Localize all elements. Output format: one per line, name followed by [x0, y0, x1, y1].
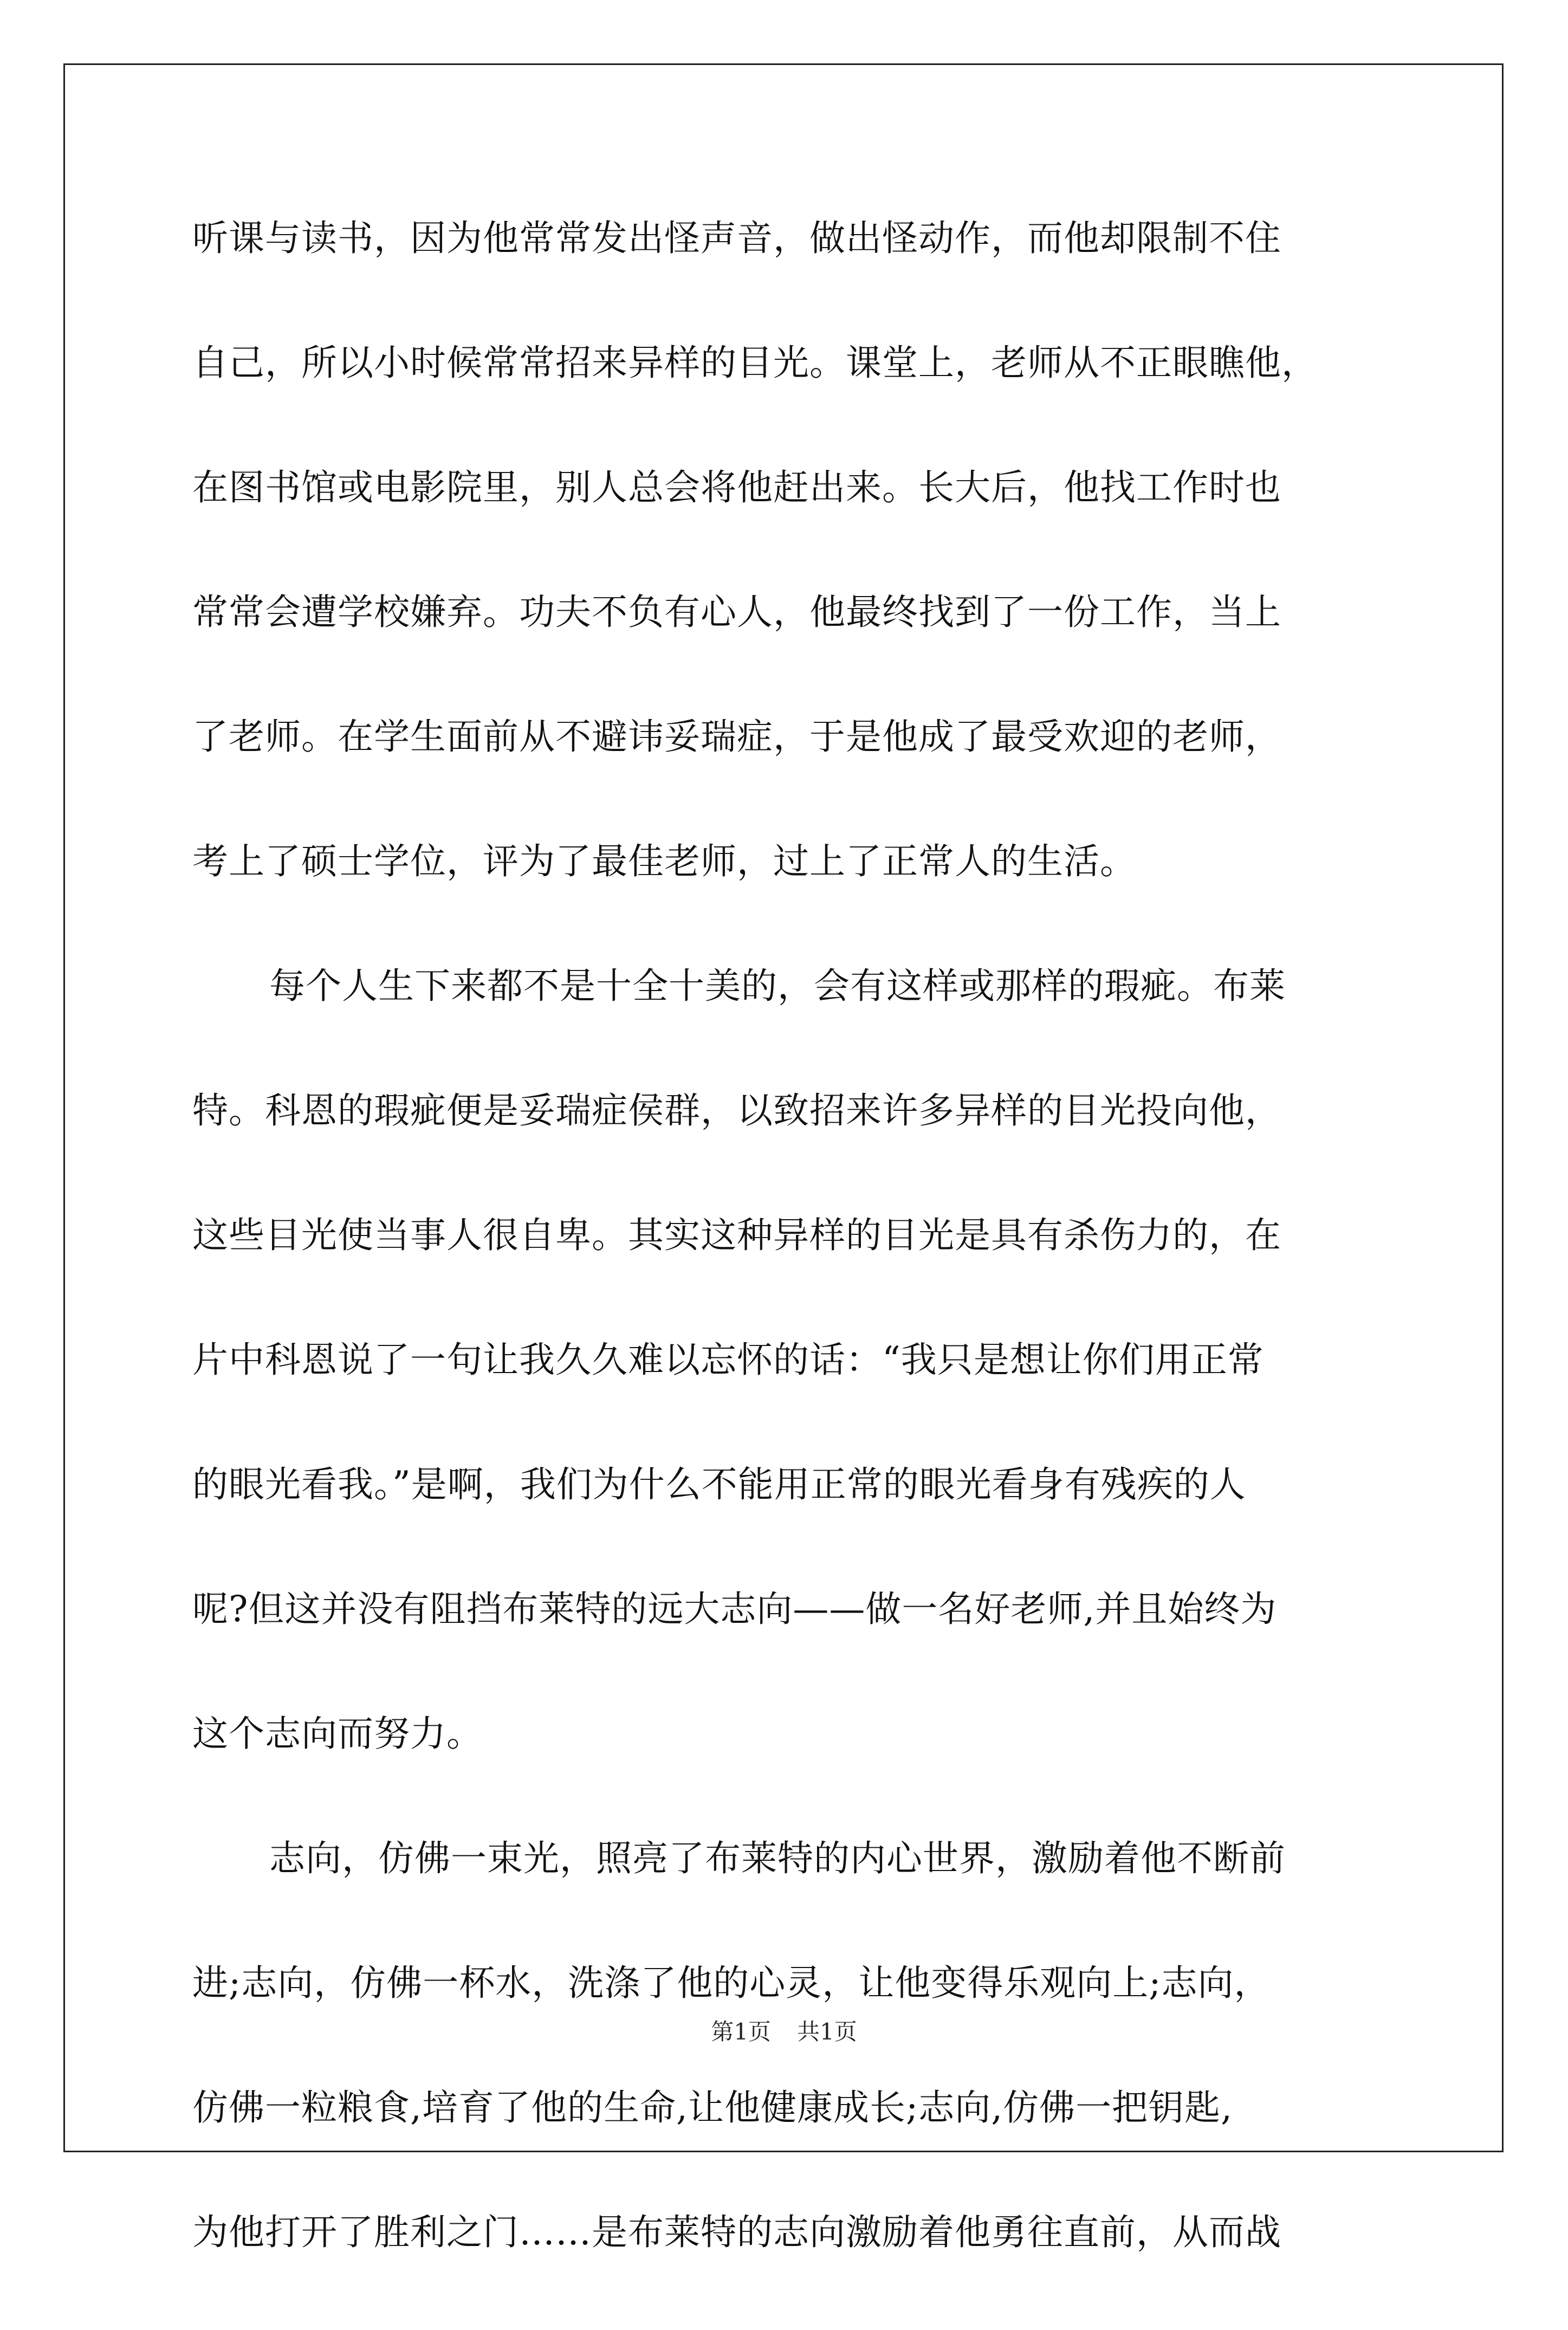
text-line: 片中科恩说了一句让我久久难以忘怀的话：“我只是想让你们用正常: [192, 1339, 1264, 1381]
text-line: 志向，仿佛一束光，照亮了布莱特的内心世界，激励着他不断前: [269, 1837, 1286, 1879]
document-body: [192, 211, 1379, 2330]
text-line: 进;志向，仿佛一杯水，洗涤了他的心灵，让他变得乐观向上;志向，: [192, 1962, 1271, 2004]
text-line: 在图书馆或电影院里，别人总会将他赶出来。长大后，他找工作时也: [192, 467, 1281, 508]
text-line: 了老师。在学生面前从不避讳妥瑞症，于是他成了最受欢迎的老师，: [192, 716, 1281, 758]
text-line: 常常会遭学校嫌弃。功夫不负有心人，他最终找到了一份工作，当上: [192, 591, 1281, 633]
text-line: 呢?但这并没有阻挡布莱特的远大志向——做一名好老师,并且始终为: [192, 1588, 1277, 1630]
text-line: 的眼光看我。”是啊，我们为什么不能用正常的眼光看身有残疾的人: [192, 1464, 1246, 1505]
text-line: 为他打开了胜利之门……是布莱特的志向激励着他勇往直前，从而战: [192, 2211, 1281, 2253]
text-line: 听课与读书，因为他常常发出怪声音，做出怪动作，而他却限制不住: [192, 217, 1281, 259]
text-line: 每个人生下来都不是十全十美的，会有这样或那样的瑕疵。布莱: [269, 965, 1286, 1007]
page-footer: [0, 2016, 1568, 2048]
text-line: 这些目光使当事人很自卑。其实这种异样的目光是具有杀伤力的，在: [192, 1214, 1281, 1256]
page-number-total: 共1页: [797, 2018, 857, 2045]
text-line: 考上了硕士学位，评为了最佳老师，过上了正常人的生活。: [192, 840, 1136, 882]
text-line: 特。科恩的瑕疵便是妥瑞症侯群，以致招来许多异样的目光投向他，: [192, 1090, 1281, 1131]
page-number-current: 第1页: [711, 2018, 771, 2045]
text-line: 这个志向而努力。: [192, 1713, 483, 1755]
text-line: 自己，所以小时候常常招来异样的目光。课堂上，老师从不正眼瞧他，: [192, 342, 1318, 384]
text-line: 仿佛一粒粮食,培育了他的生命,让他健康成长;志向,仿佛一把钥匙,: [192, 2087, 1233, 2128]
